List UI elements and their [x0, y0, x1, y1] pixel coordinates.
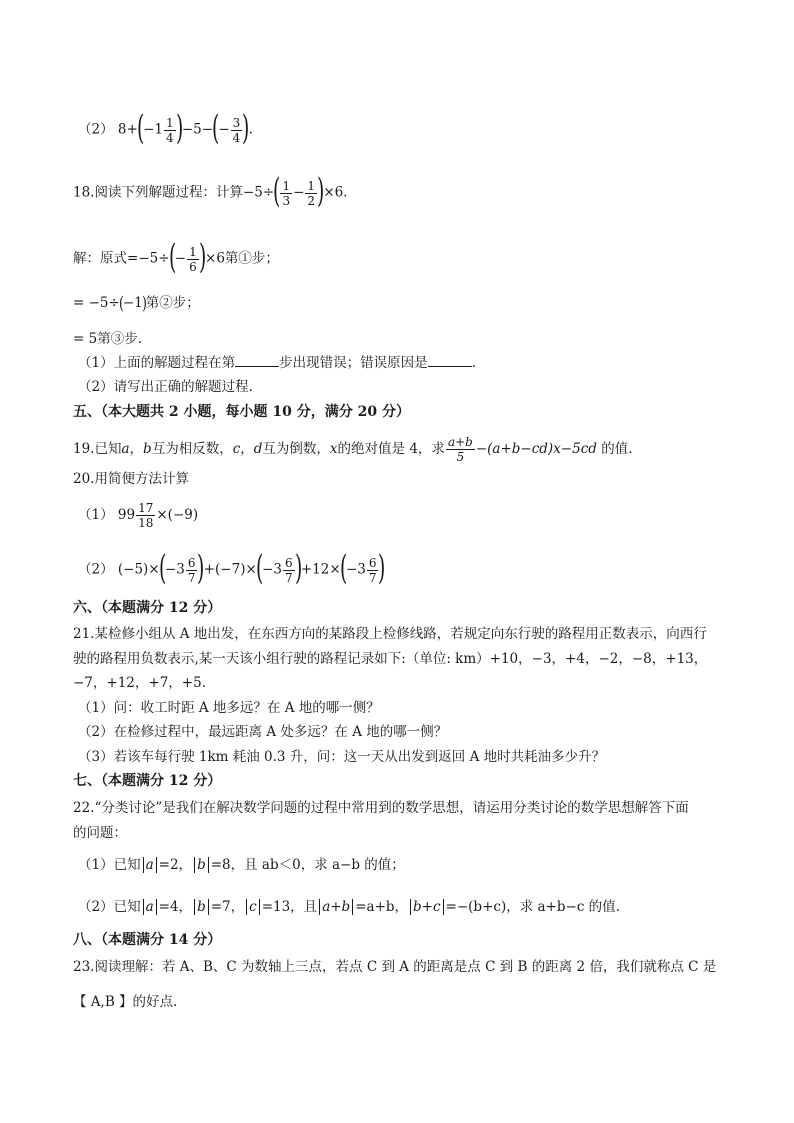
variable: c [232, 441, 241, 457]
question-text: 21.某检修小组从 A 地出发，在东西方向的某路段上检修线路，若规定向东行驶的路程用正数表示，向西行 [73, 626, 707, 642]
mixed-whole: −3 [262, 561, 282, 578]
question-text: −7，+12，+7，+5. [73, 675, 206, 691]
q21-part2 [78, 722, 447, 742]
paren-close: ) [242, 108, 250, 148]
sign: − [174, 250, 187, 267]
paren-open: ( [168, 237, 176, 277]
fraction [136, 501, 155, 530]
section-heading-8 [73, 930, 221, 950]
section-title: 七、（本题满分 12 分） [73, 773, 222, 789]
q17-part2 [78, 108, 253, 148]
period: . [343, 184, 348, 201]
expr-text: −(a+b−cd)x−5cd [475, 441, 597, 457]
question-text: （1）已知 [78, 857, 141, 873]
absolute-value: c [246, 899, 260, 915]
numerator: 1 [307, 178, 316, 193]
expr-text: ×6 [205, 250, 225, 267]
expr-text: −5÷ [138, 250, 170, 267]
paren-open: ( [212, 108, 220, 148]
question-text: 互为相反数， [151, 441, 233, 457]
paren-close: ) [317, 171, 325, 211]
absolute-value: a [143, 899, 157, 915]
question-text: 驶的路程用负数表示,某一天该小组行驶的路程记录如下:（单位: km）+10，−3，+4，−2，−8，+13， [73, 651, 708, 667]
denominator: 2 [307, 193, 316, 208]
denominator: 3 [282, 193, 291, 208]
expr-text: +12× [300, 561, 341, 578]
q18-solution-line2 [73, 293, 200, 314]
fraction [283, 556, 295, 585]
question-text: =4， [158, 899, 193, 915]
section-heading-6 [73, 598, 221, 618]
q18-solution-line3 [73, 329, 142, 349]
period: . [471, 355, 476, 371]
question-text: 的绝对值是 4，求 [337, 441, 445, 457]
fraction [305, 179, 317, 208]
question-text: =−(b+c)，求 a+b−c 的值. [445, 899, 620, 915]
expr-text: ×6 [323, 184, 344, 201]
expr-text: ×(−9) [156, 507, 199, 523]
question-text: （2）已知 [78, 899, 141, 915]
paren-open: ( [158, 548, 166, 588]
section-heading-5 [73, 402, 410, 422]
question-text: 18.阅读下列解题过程：计算 [73, 184, 243, 201]
question-text: 【 A,B 】的好点. [73, 994, 178, 1010]
question-text: （3）若该车每行驶 1km 耗油 0.3 升，问：这一天从出发到返回 A 地时共耗油多少升？ [78, 749, 606, 765]
question-text: =8，且 ab＜0，求 a−b 的值； [210, 857, 405, 873]
fraction [164, 116, 176, 145]
period: . [248, 121, 253, 138]
numerator: 6 [284, 555, 293, 570]
part-label: （1） [78, 507, 114, 523]
fraction [231, 116, 243, 145]
question-text: （2）在检修过程中，最远距离 A 处多远？在 A 地的哪一侧？ [78, 724, 448, 740]
section-title: 五、（本大题共 2 小题，每小题 10 分，满分 20 分） [73, 404, 410, 420]
part-label: （2） [78, 121, 114, 138]
absolute-value: b [194, 899, 209, 915]
fraction [186, 556, 198, 585]
numerator: 6 [187, 555, 196, 570]
paren-open: ( [136, 108, 145, 148]
paren-close: ) [198, 237, 207, 277]
paren-open: ( [118, 292, 124, 314]
absolute-value: a [143, 857, 157, 873]
question-text: （1）问：收工时距 A 地多远？在 A 地的哪一侧？ [78, 700, 380, 716]
question-text: 步出现错误；错误原因是 [279, 355, 428, 371]
expr-text: −1 [122, 295, 143, 311]
question-text: =a+b， [355, 899, 409, 915]
fraction [187, 245, 199, 274]
question-text: =13，且 [261, 899, 318, 915]
q20-title [73, 469, 189, 489]
numerator: 1 [189, 244, 197, 259]
question-text: ， [240, 441, 254, 457]
variable: b [143, 441, 152, 457]
fraction [367, 556, 379, 585]
denominator: 7 [284, 570, 293, 585]
step-label: 第①步； [224, 250, 279, 267]
question-text: 23.阅读理解：若 A、B、C 为数轴上三点，若点 C 到 A 的距离是点 C 到 B 的距离 2 倍，我们就称点 C 是 [73, 959, 717, 975]
mixed-whole: −3 [345, 561, 366, 578]
question-text: 22.“分类讨论”是我们在解决数学问题的过程中常用到的数学思想，请运用分类讨论的数学思想解答下面 [73, 800, 689, 816]
question-text: ， [129, 441, 144, 457]
question-text: 19.已知 [73, 441, 122, 457]
expr-text: +(−7)× [203, 561, 257, 578]
q21-line3 [73, 673, 206, 693]
question-text: =7， [210, 899, 245, 915]
mixed-whole: 99 [117, 507, 136, 523]
question-text: 20.用简便方法计算 [73, 471, 189, 487]
paren-close: ) [378, 548, 386, 588]
numerator: 1 [165, 115, 174, 130]
paren-close: ) [141, 292, 147, 314]
q23-line1 [73, 957, 716, 977]
numerator: 6 [368, 555, 377, 570]
denominator: 7 [368, 570, 377, 585]
mixed-whole: −1 [143, 121, 163, 138]
sign: − [218, 121, 230, 138]
expr-text: = 5 [73, 331, 98, 347]
paren-open: ( [255, 548, 264, 588]
expr-text: (−5)× [117, 561, 160, 578]
q20-part2 [78, 548, 386, 588]
section-heading-7 [73, 771, 221, 791]
step-label: 第②步； [145, 295, 200, 311]
q22-part1 [78, 855, 405, 875]
part-label: （2） [78, 561, 114, 578]
q21-line1 [73, 624, 707, 644]
step-label: 第③步. [97, 331, 142, 347]
denominator: 7 [187, 570, 196, 585]
absolute-value: b+c [410, 899, 444, 915]
numerator: a+b [447, 435, 473, 449]
question-text: （2）请写出正确的解题过程. [78, 379, 253, 395]
numerator: 1 [282, 178, 291, 193]
mixed-whole: −3 [164, 561, 185, 578]
q21-line2 [73, 649, 707, 669]
q18-part1 [78, 353, 476, 373]
paren-open: ( [273, 171, 281, 211]
denominator: 18 [138, 516, 154, 530]
q18-part2 [78, 377, 253, 397]
q18-solution-line1 [73, 237, 279, 277]
answer-blank[interactable] [235, 353, 279, 367]
question-text: =2， [158, 857, 193, 873]
paren-close: ) [294, 548, 302, 588]
question-text: （1）上面的解题过程在第 [78, 355, 236, 371]
solution-prefix: 解：原式= [73, 250, 139, 267]
expr-text: −5− [181, 121, 214, 138]
denominator: 4 [232, 130, 241, 145]
q22-part2 [78, 897, 620, 917]
q21-part1 [78, 698, 380, 718]
section-title: 六、（本题满分 12 分） [73, 600, 222, 616]
question-text: 的问题： [73, 825, 127, 841]
q19 [73, 435, 633, 464]
paren-close: ) [175, 108, 183, 148]
sign: − [293, 184, 305, 201]
expr-text: 8+ [117, 121, 138, 138]
denominator: 6 [189, 259, 197, 274]
denominator: 4 [165, 130, 174, 145]
variable: d [253, 441, 263, 457]
q23-line2 [73, 992, 177, 1012]
expr-text: = −5÷ [73, 295, 120, 311]
denominator: 5 [456, 450, 465, 464]
variable: x [329, 441, 338, 457]
q18-intro [73, 171, 348, 211]
question-text: 的值. [601, 441, 633, 457]
q20-part1 [78, 501, 198, 530]
section-title: 八、（本题满分 14 分） [73, 932, 222, 948]
paren-open: ( [339, 548, 347, 588]
paren-close: ) [197, 548, 205, 588]
variable: a [121, 441, 130, 457]
absolute-value: a+b [319, 899, 353, 915]
q22-line1 [73, 798, 689, 818]
fraction [446, 435, 475, 464]
numerator: 17 [138, 501, 154, 515]
q22-line2 [73, 823, 127, 843]
numerator: 3 [232, 115, 241, 130]
fraction [280, 179, 292, 208]
absolute-value: b [194, 857, 209, 873]
expr-text: −5÷ [242, 184, 275, 201]
answer-blank[interactable] [428, 353, 472, 367]
question-text: 互为倒数， [262, 441, 330, 457]
q21-part3 [78, 747, 605, 767]
